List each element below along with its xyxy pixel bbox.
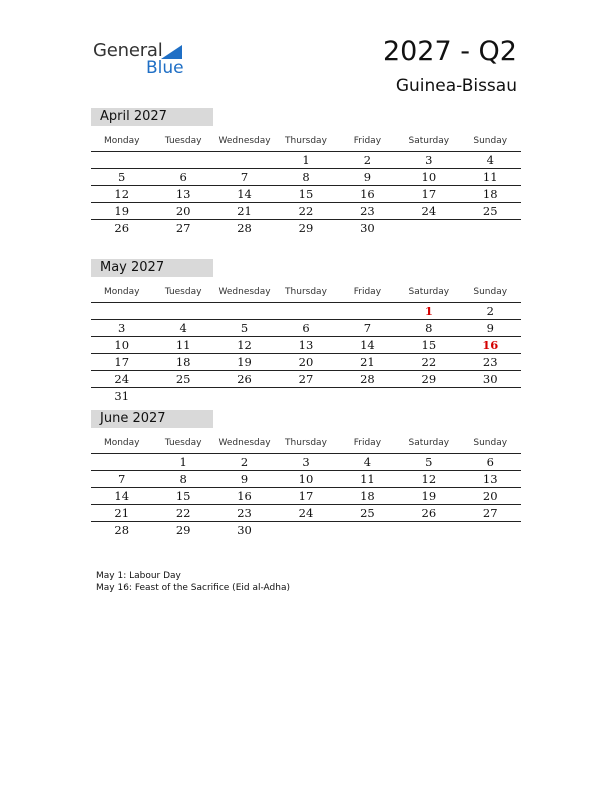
- day-cell: 6: [486, 455, 494, 469]
- month-title: May 2027: [91, 259, 213, 277]
- week-row: [91, 371, 521, 388]
- weekday-label: Wednesday: [218, 287, 271, 297]
- day-cell: [275, 388, 336, 404]
- brand-blue-text: Blue: [146, 58, 184, 78]
- day-cell: 19: [421, 489, 437, 503]
- brand-logo: [93, 40, 193, 80]
- day-cell: [152, 388, 213, 404]
- day-cell: 22: [421, 355, 437, 369]
- day-cell: 25: [482, 204, 498, 218]
- day-cell: 29: [175, 523, 191, 537]
- month-may: [91, 259, 521, 404]
- day-cell: 30: [237, 523, 252, 537]
- day-cell: 6: [179, 170, 187, 184]
- day-cell: 15: [298, 187, 314, 201]
- month-title: June 2027: [91, 410, 213, 428]
- day-cell: 15: [175, 489, 191, 503]
- day-cell: [275, 522, 336, 538]
- day-cell: 10: [421, 170, 437, 184]
- brand-general-text: General: [93, 40, 163, 61]
- day-cell: 18: [482, 187, 498, 201]
- week-row: [91, 152, 521, 169]
- day-cell: [398, 220, 459, 236]
- day-cell: [460, 220, 521, 236]
- day-cell: 4: [363, 455, 372, 469]
- week-row: [91, 454, 521, 471]
- day-cell: 3: [118, 321, 126, 335]
- day-cell: 8: [179, 472, 187, 486]
- day-cell: 6: [302, 321, 310, 335]
- day-cell: 14: [114, 489, 130, 503]
- week-row: [91, 354, 521, 371]
- holiday-notes: [96, 570, 290, 594]
- day-cell: 7: [363, 321, 372, 335]
- day-cell: 2: [486, 304, 494, 318]
- day-cell: [91, 152, 152, 168]
- day-cell: 28: [237, 221, 252, 235]
- weekday-label: Sunday: [473, 287, 508, 297]
- weekday-header: [91, 282, 521, 303]
- week-row: [91, 186, 521, 203]
- weekday-label: Tuesday: [164, 136, 202, 146]
- day-cell: 26: [421, 506, 437, 520]
- weekday-label: Monday: [103, 287, 140, 297]
- day-cell: 1: [424, 304, 433, 318]
- day-cell: 8: [425, 321, 433, 335]
- day-cell: 27: [298, 372, 314, 386]
- day-cell: 28: [360, 372, 375, 386]
- day-cell: 7: [118, 472, 126, 486]
- day-cell: [152, 303, 213, 319]
- day-cell: [91, 303, 152, 319]
- weekday-header: [91, 131, 521, 152]
- day-cell: 24: [114, 372, 130, 386]
- weekday-label: Saturday: [408, 438, 450, 448]
- week-row: [91, 203, 521, 220]
- day-cell: 30: [482, 372, 498, 386]
- day-cell: 16: [360, 187, 375, 201]
- day-cell: 20: [298, 355, 314, 369]
- week-row: [91, 303, 521, 320]
- month-june: [91, 410, 521, 538]
- day-cell: 1: [179, 455, 187, 469]
- week-row: [91, 320, 521, 337]
- day-cell: 19: [237, 355, 252, 369]
- day-cell: [275, 303, 336, 319]
- day-cell: [214, 388, 275, 404]
- day-cell: 18: [360, 489, 375, 503]
- week-row: [91, 488, 521, 505]
- day-cell: 21: [114, 506, 130, 520]
- month-title: April 2027: [91, 108, 213, 126]
- day-cell: 11: [482, 170, 498, 184]
- weekday-label: Thursday: [285, 287, 327, 297]
- weekday-label: Thursday: [285, 438, 327, 448]
- weekday-header: [91, 433, 521, 454]
- week-row: [91, 505, 521, 522]
- day-cell: 17: [114, 355, 130, 369]
- day-cell: 24: [298, 506, 314, 520]
- day-cell: [337, 303, 398, 319]
- day-cell: 3: [302, 455, 310, 469]
- day-cell: 26: [237, 372, 252, 386]
- day-cell: 9: [363, 170, 372, 184]
- country-name: Guinea-Bissau: [395, 76, 517, 96]
- day-cell: 9: [240, 472, 249, 486]
- day-cell: 28: [114, 523, 130, 537]
- day-cell: [398, 522, 459, 538]
- day-cell: 29: [421, 372, 437, 386]
- day-cell: 23: [360, 204, 375, 218]
- day-cell: 5: [118, 170, 126, 184]
- day-cell: 11: [360, 472, 375, 486]
- day-cell: 26: [114, 221, 130, 235]
- day-cell: 17: [421, 187, 437, 201]
- day-cell: 12: [114, 187, 130, 201]
- weekday-label: Monday: [103, 136, 140, 146]
- day-cell: 1: [302, 153, 310, 167]
- week-row: [91, 337, 521, 354]
- week-row: [91, 220, 521, 236]
- weekday-label: Saturday: [408, 136, 450, 146]
- day-cell: 21: [237, 204, 252, 218]
- day-cell: 5: [425, 455, 433, 469]
- holiday-note: May 16: Feast of the Sacrifice (Eid al-Adha): [96, 583, 290, 593]
- week-row: [91, 471, 521, 488]
- week-row: [91, 388, 521, 404]
- day-cell: 11: [175, 338, 191, 352]
- weekday-label: Sunday: [473, 438, 508, 448]
- weekday-label: Tuesday: [164, 287, 202, 297]
- day-cell: 13: [298, 338, 314, 352]
- day-cell: 13: [482, 472, 498, 486]
- weekday-label: Wednesday: [218, 438, 271, 448]
- day-cell: 29: [298, 221, 314, 235]
- day-cell: 10: [114, 338, 130, 352]
- day-cell: 14: [360, 338, 375, 352]
- day-cell: 19: [114, 204, 130, 218]
- day-cell: 25: [175, 372, 191, 386]
- day-cell: [460, 388, 521, 404]
- day-cell: 21: [360, 355, 375, 369]
- page-title: 2027 - Q2: [382, 36, 517, 67]
- day-cell: 12: [237, 338, 252, 352]
- weekday-label: Monday: [103, 438, 140, 448]
- day-cell: 5: [240, 321, 249, 335]
- day-cell: 27: [482, 506, 498, 520]
- day-cell: 16: [237, 489, 252, 503]
- week-row: [91, 169, 521, 186]
- day-cell: 9: [486, 321, 494, 335]
- weekday-label: Saturday: [408, 287, 450, 297]
- weekday-label: Friday: [353, 136, 382, 146]
- day-cell: 13: [175, 187, 191, 201]
- day-cell: 18: [175, 355, 191, 369]
- weekday-label: Thursday: [285, 136, 327, 146]
- day-cell: 8: [302, 170, 310, 184]
- day-cell: [152, 152, 213, 168]
- day-cell: 4: [179, 321, 187, 335]
- week-row: [91, 522, 521, 538]
- weekday-label: Tuesday: [164, 438, 202, 448]
- day-cell: 27: [175, 221, 191, 235]
- day-cell: 22: [298, 204, 314, 218]
- day-cell: 14: [237, 187, 252, 201]
- day-cell: 12: [421, 472, 437, 486]
- day-cell: 23: [237, 506, 252, 520]
- day-cell: [398, 388, 459, 404]
- day-cell: 7: [240, 170, 249, 184]
- day-cell: 16: [482, 338, 499, 352]
- day-cell: [337, 522, 398, 538]
- day-cell: 20: [482, 489, 498, 503]
- day-cell: 24: [421, 204, 437, 218]
- day-cell: 23: [482, 355, 498, 369]
- day-cell: [214, 303, 275, 319]
- weekday-label: Sunday: [473, 136, 508, 146]
- weekday-label: Wednesday: [218, 136, 271, 146]
- day-cell: [337, 388, 398, 404]
- brand-triangle-icon: [161, 45, 182, 59]
- holiday-note: May 1: Labour Day: [96, 571, 181, 581]
- day-cell: 30: [360, 221, 375, 235]
- month-april: [91, 108, 521, 236]
- day-cell: 25: [360, 506, 375, 520]
- weekday-label: Friday: [353, 287, 382, 297]
- day-cell: 2: [363, 153, 372, 167]
- weekday-label: Friday: [353, 438, 382, 448]
- day-cell: 22: [175, 506, 191, 520]
- day-cell: 4: [486, 153, 494, 167]
- day-cell: 10: [298, 472, 314, 486]
- day-cell: 31: [114, 389, 130, 403]
- day-cell: 3: [425, 153, 433, 167]
- day-cell: [214, 152, 275, 168]
- day-cell: [91, 454, 152, 470]
- day-cell: 15: [421, 338, 437, 352]
- day-cell: 20: [175, 204, 191, 218]
- day-cell: [460, 522, 521, 538]
- day-cell: 17: [298, 489, 314, 503]
- day-cell: 2: [240, 455, 249, 469]
